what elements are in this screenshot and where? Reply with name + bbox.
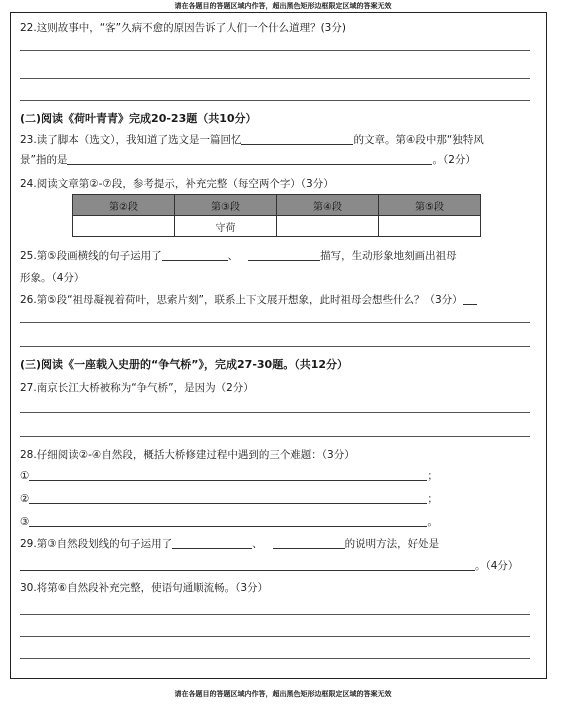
table-answer-cell[interactable]	[379, 216, 481, 237]
q23-text-d: 。（2分）	[432, 154, 476, 166]
q24-table	[72, 194, 481, 237]
q23-blank-2[interactable]	[67, 153, 432, 165]
q23-text-c: 景”指的是	[20, 154, 68, 166]
answer-line[interactable]	[20, 636, 530, 637]
q25-blank-1[interactable]	[162, 249, 228, 261]
q23-text-b: 的文章。第④段中那“独特风	[353, 134, 484, 146]
question-25	[20, 248, 457, 263]
answer-line[interactable]	[20, 346, 530, 347]
q28-item-marker: ③	[20, 516, 30, 528]
q29-blank-2[interactable]	[273, 537, 345, 549]
q29-blank-3[interactable]	[20, 559, 475, 571]
question-30: 30.将第⑥自然段补充完整，使语句通顺流畅。（3分）	[20, 582, 269, 594]
q26-blank[interactable]	[463, 293, 477, 305]
section-2-heading: (二)阅读《荷叶青青》完成20-23题（共10分）	[20, 112, 257, 125]
answer-line[interactable]	[20, 50, 530, 51]
answer-line[interactable]	[20, 78, 530, 79]
q23-text-a: 23.读了脚本（选文），我知道了选文是一篇回忆	[20, 134, 242, 146]
answer-line[interactable]	[20, 436, 530, 437]
q25-blank-2[interactable]	[248, 249, 320, 261]
q28-item-end: ；	[427, 470, 438, 482]
question-27: 27.南京长江大桥被称为“争气桥”，是因为（2分）	[20, 382, 254, 394]
table-header-cell: 第⑤段	[379, 195, 481, 216]
q25-text-c: 描写，生动形象地刻画出祖母	[320, 250, 457, 262]
q29-text-a: 29.第③自然段划线的句子运用了	[20, 538, 173, 550]
q28-item-marker: ①	[20, 470, 30, 482]
answer-line[interactable]	[20, 322, 530, 323]
q28-blank-3[interactable]	[29, 515, 427, 527]
q29-text-c: 的说明方法，好处是	[344, 538, 440, 550]
section-3-heading: (三)阅读《一座载入史册的“争气桥”》，完成27-30题。（共12分）	[20, 358, 349, 371]
question-26	[20, 292, 477, 307]
bottom-notice: 请在各题目的答题区域内作答，超出黑色矩形边框限定区域的答案无效	[174, 690, 392, 698]
question-23	[20, 132, 484, 147]
question-23-cont	[20, 152, 476, 167]
q28-item-end: 。	[427, 516, 438, 528]
answer-line[interactable]	[20, 100, 530, 101]
table-header-cell: 第②段	[73, 195, 175, 216]
table-header-cell: 第④段	[277, 195, 379, 216]
q28-item-end: ；	[427, 493, 438, 505]
question-29-cont	[20, 558, 518, 573]
q28-blank-1[interactable]	[29, 469, 427, 481]
question-28: 28.仔细阅读②-④自然段，概括大桥修建过程中遇到的三个难题：（3分）	[20, 449, 355, 461]
q28-item-1	[20, 468, 438, 483]
table-answer-cell: 守荷	[175, 216, 277, 237]
q28-item-2	[20, 491, 438, 506]
q29-text-b: 、	[252, 538, 263, 550]
q23-blank-1[interactable]	[241, 133, 353, 145]
q25-text-a: 25.第⑤段画横线的句子运用了	[20, 250, 162, 262]
table-answer-cell[interactable]	[277, 216, 379, 237]
question-24: 24.阅读文章第②-⑦段，参考提示，补充完整（每空两个字）（3分）	[20, 178, 334, 190]
q28-item-3	[20, 514, 438, 529]
q28-blank-2[interactable]	[29, 492, 427, 504]
q29-text-d: 。（4分）	[475, 560, 519, 572]
answer-line[interactable]	[20, 412, 530, 413]
q28-item-marker: ②	[20, 493, 30, 505]
table-answer-cell[interactable]	[73, 216, 175, 237]
q29-blank-1[interactable]	[172, 537, 252, 549]
q26-text: 26.第⑤段“祖母凝视着荷叶，思索片刻”，联系上下文展开想象，此时祖母会想些什么？（3分）	[20, 294, 463, 306]
question-22: 22.这则故事中，“客”久病不愈的原因告诉了人们一个什么道理？(3分)	[20, 22, 346, 34]
answer-line[interactable]	[20, 614, 530, 615]
question-29	[20, 536, 439, 551]
table-header-cell: 第③段	[175, 195, 277, 216]
answer-line[interactable]	[20, 658, 530, 659]
top-notice: 请在各题目的答题区域内作答，超出黑色矩形边框限定区域的答案无效	[174, 2, 392, 10]
q25-text-b: 、	[227, 250, 239, 262]
question-25-cont: 形象。（4分）	[20, 272, 85, 284]
